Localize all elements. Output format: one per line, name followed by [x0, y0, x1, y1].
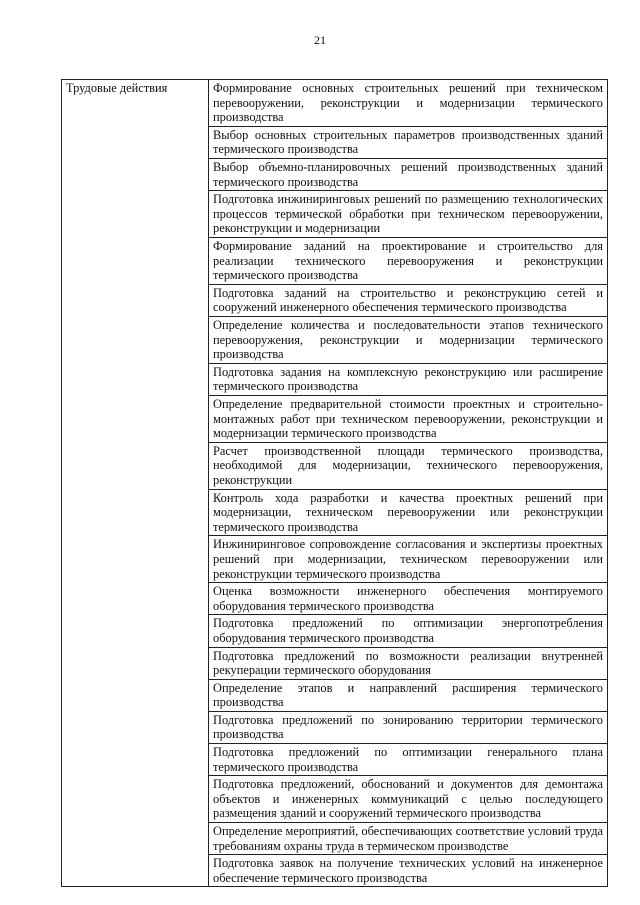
labor-action-item: Определение предварительной стоимости проектных и строительно-монтажных работ при техническом перевооружении, реконструкции и модернизации термического производства — [209, 395, 608, 442]
row-label: Трудовые действия — [62, 80, 209, 887]
labor-action-item: Подготовка предложений по зонированию территории термического производства — [209, 711, 608, 743]
labor-action-item: Подготовка заявок на получение технических условий на инженерное обеспечение термического производства — [209, 855, 608, 887]
labor-action-item: Определение мероприятий, обеспечивающих соответствие условий труда требованиям охраны труда в термическом производстве — [209, 823, 608, 855]
labor-action-item: Подготовка предложений по возможности реализации внутренней рекуперации термического оборудования — [209, 647, 608, 679]
labor-action-item: Определение этапов и направлений расширения термического производства — [209, 679, 608, 711]
labor-action-item: Выбор основных строительных параметров производственных зданий термического производства — [209, 126, 608, 158]
labor-action-item: Подготовка предложений по оптимизации энергопотребления оборудования термического производства — [209, 615, 608, 647]
table-row — [62, 80, 608, 127]
labor-action-item: Выбор объемно-планировочных решений производственных зданий термического производства — [209, 158, 608, 190]
labor-action-item: Формирование заданий на проектирование и строительство для реализации технического перевооружения и реконструкции термического производства — [209, 237, 608, 284]
table-body — [62, 80, 608, 887]
labor-action-item: Инжиниринговое сопровождение согласования и экспертизы проектных решений при модернизации, техническом перевооружении или реконструкции термического производства — [209, 536, 608, 583]
labor-action-item: Подготовка заданий на строительство и реконструкцию сетей и сооружений инженерного обеспечения термического производства — [209, 284, 608, 316]
labor-actions-table — [61, 79, 608, 887]
page-number: 21 — [314, 33, 326, 47]
labor-action-item: Контроль хода разработки и качества проектных решений при модернизации, техническом перевооружении или реконструкции термического производства — [209, 489, 608, 536]
labor-action-item: Подготовка предложений по оптимизации генерального плана термического производства — [209, 744, 608, 776]
labor-action-item: Подготовка задания на комплексную реконструкцию или расширение термического производства — [209, 363, 608, 395]
labor-action-item: Оценка возможности инженерного обеспечения монтируемого оборудования термического производства — [209, 583, 608, 615]
labor-action-item: Подготовка предложений, обоснований и документов для демонтажа объектов и инженерных коммуникаций с целью последующего размещения зданий и сооружений термического производства — [209, 776, 608, 823]
labor-action-item: Формирование основных строительных решений при техническом перевооружении, реконструкции и модернизации термического производства — [209, 80, 608, 127]
labor-action-item: Определение количества и последовательности этапов технического перевооружения, реконструкции и модернизации термического производства — [209, 316, 608, 363]
labor-action-item: Подготовка инжиниринговых решений по размещению технологических процессов термической обработки при техническом перевооружении, реконструкции и модернизации — [209, 191, 608, 238]
labor-action-item: Расчет производственной площади термического производства, необходимой для модернизации, технического перевооружения, реконструкции — [209, 442, 608, 489]
